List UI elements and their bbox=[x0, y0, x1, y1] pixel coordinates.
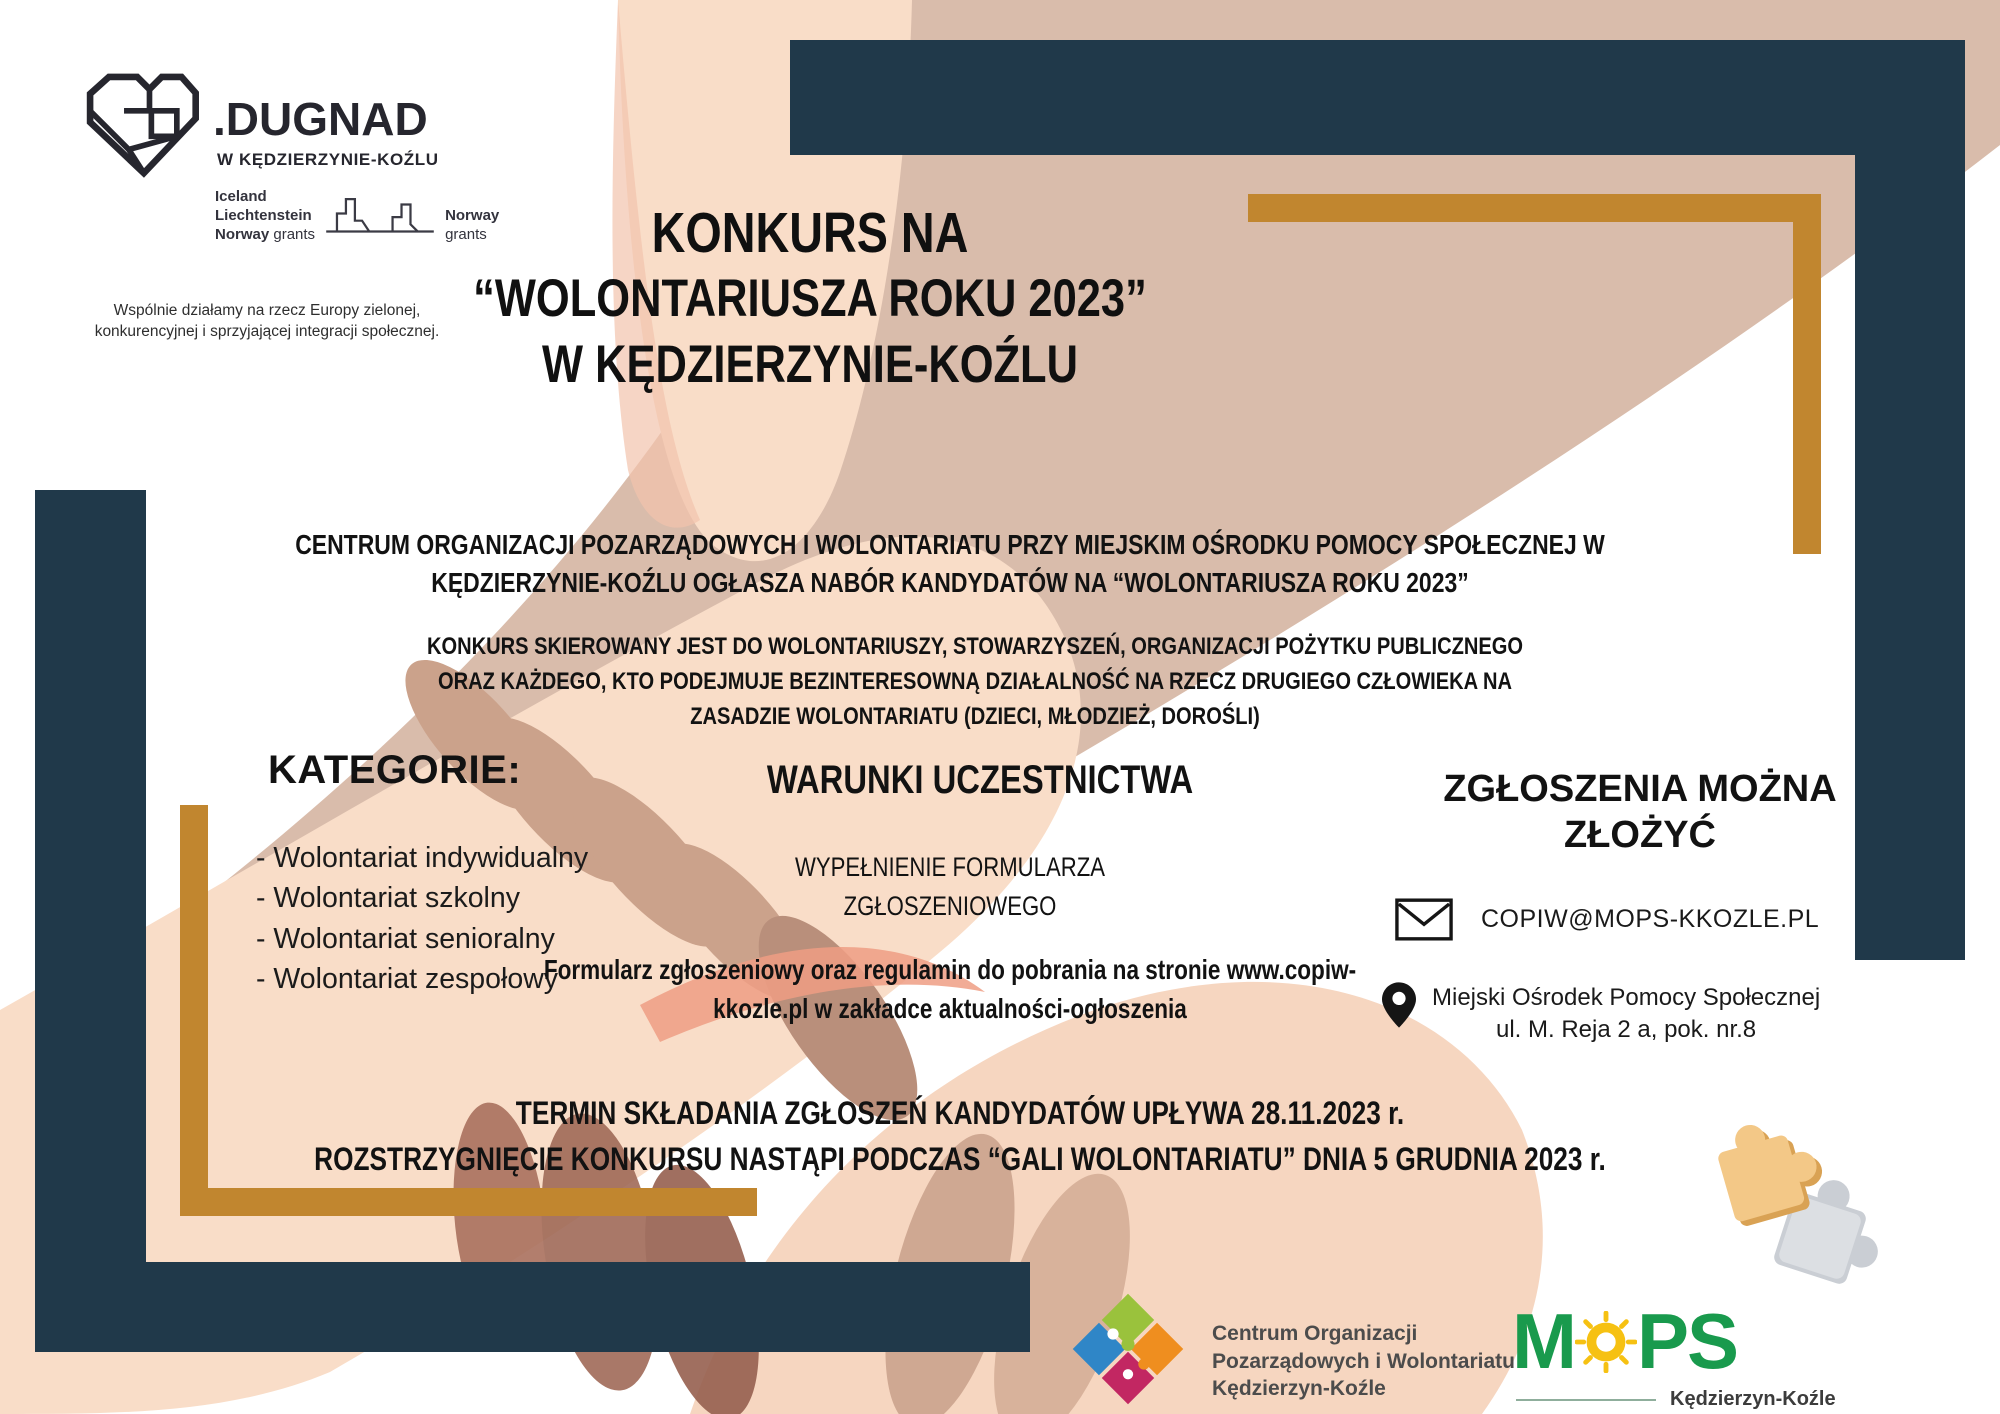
frame-gold-bottom-horizontal bbox=[180, 1188, 757, 1216]
frame-gold-top-vertical bbox=[1793, 194, 1821, 554]
category-item: - Wolontariat senioralny bbox=[256, 922, 555, 955]
frame-gold-top-horizontal bbox=[1248, 194, 1821, 222]
frame-navy-bottom-bar bbox=[35, 1262, 1030, 1352]
deadline-block bbox=[202, 1090, 1719, 1183]
conditions-body: WYPEŁNIENIE FORMULARZA ZGŁOSZENIOWEGO bbox=[794, 852, 1106, 922]
address-line-1: Miejski Ośrodek Pomocy Społecznej bbox=[1432, 984, 1821, 1011]
title-line-2: “WOLONTARIUSZA ROKU 2023” bbox=[473, 269, 1147, 328]
puzzle-pieces-decoration bbox=[1700, 1118, 1900, 1298]
submissions-heading: ZGŁOSZENIA MOŻNA ZŁOŻYĆ bbox=[1443, 768, 1837, 857]
category-item: - Wolontariat szkolny bbox=[256, 882, 520, 915]
eea-grants-label: Iceland Liechtenstein Norway grants bbox=[215, 188, 316, 243]
title-line-3: W KĘDZIERZYNIE-KOŹLU bbox=[542, 335, 1078, 394]
envelope-icon bbox=[1395, 898, 1453, 941]
title-line-1: KONKURS NA bbox=[651, 201, 969, 265]
frame-navy-left-bar bbox=[35, 490, 146, 1265]
dugnad-subtitle: W KĘDZIERZYNIE-KOŹLU bbox=[217, 150, 439, 169]
frame-navy-top-bar bbox=[790, 40, 1965, 155]
mops-letters-ps: PS bbox=[1636, 1297, 1738, 1385]
intro-paragraph-audience: KONKURS SKIEROWANY JEST DO WOLONTARIUSZY, STOWARZYSZEŃ, ORGANIZACJI POŻYTKU PUBLICZNEGO ORAZ KAŻDEGO, KTO PODEJMUJE BEZINTERESOWNĄ DZIAŁALNOŚĆ NA RZECZ DRUGIEGO CZŁOWIEKA NA ZASADZIE WOLONTARIATU (DZIECI, MŁODZIEŻ, DOROŚLI) bbox=[426, 633, 1524, 730]
dugnad-heart-logo-icon bbox=[75, 62, 207, 188]
deadline-line-1: TERMIN SKŁADANIA ZGŁOSZEŃ KANDYDATÓW UPŁYWA 28.11.2023 r. bbox=[515, 1095, 1405, 1131]
address-row bbox=[1382, 982, 1820, 1045]
map-pin-icon bbox=[1382, 982, 1416, 1028]
conditions-heading: WARUNKI UCZESTNICTWA bbox=[766, 758, 1194, 802]
copiw-puzzle-pinwheel-logo bbox=[1052, 1290, 1204, 1408]
email-row bbox=[1395, 898, 1819, 941]
intro-paragraph-announcement: CENTRUM ORGANIZACJI POZARZĄDOWYCH I WOLONTARIATU PRZY MIEJSKIM OŚRODKU POMOCY SPOŁECZNEJ W KĘDZIERZYNIE-KOŹLU OGŁASZA NABÓR KANDYDATÓW NA “WOLONTARIUSZA ROKU 2023” bbox=[295, 529, 1605, 598]
mops-logo bbox=[1512, 1296, 1737, 1387]
norway-grants-label: Norway grants bbox=[445, 206, 500, 243]
copiw-logo-text: Centrum Organizacji Pozarządowych i Wolontariatu Kędzierzyn-Koźle bbox=[1212, 1322, 1515, 1401]
mops-letter-m: M bbox=[1512, 1297, 1575, 1385]
sun-icon bbox=[1575, 1311, 1637, 1373]
address-line-2: ul. M. Reja 2 a, pok. nr.8 bbox=[1496, 1015, 1757, 1043]
mops-city-label: Kędzierzyn-Koźle bbox=[1670, 1388, 1836, 1410]
dugnad-wordmark: .DUGNAD bbox=[213, 93, 428, 145]
categories-heading: KATEGORIE: bbox=[268, 748, 522, 792]
form-download-info: Formularz zgłoszeniowy oraz regulamin do pobrania na stronie www.copiw-kkozle.pl w zakładce aktualności-ogłoszenia bbox=[543, 954, 1357, 1025]
category-item: - Wolontariat indywidualny bbox=[256, 842, 589, 874]
deadline-line-2: ROZSTRZYGNIĘCIE KONKURSU NASTĄPI PODCZAS “GALI WOLONTARIATU” DNIA 5 GRUDNIA 2023 r. bbox=[314, 1141, 1606, 1178]
category-item: - Wolontariat zespołowy bbox=[256, 963, 559, 996]
address-text bbox=[1432, 982, 1820, 1045]
email-address: COPIW@MOPS-KKOZLE.PL bbox=[1481, 905, 1820, 933]
mops-underline bbox=[1516, 1399, 1656, 1401]
poster-title bbox=[384, 200, 1237, 398]
eea-tagline: Wspólnie działamy na rzecz Europy zielonej, konkurencyjnej i sprzyjającej integracji społecznej. bbox=[94, 302, 440, 341]
mops-logo-subtitle bbox=[1516, 1388, 1836, 1411]
